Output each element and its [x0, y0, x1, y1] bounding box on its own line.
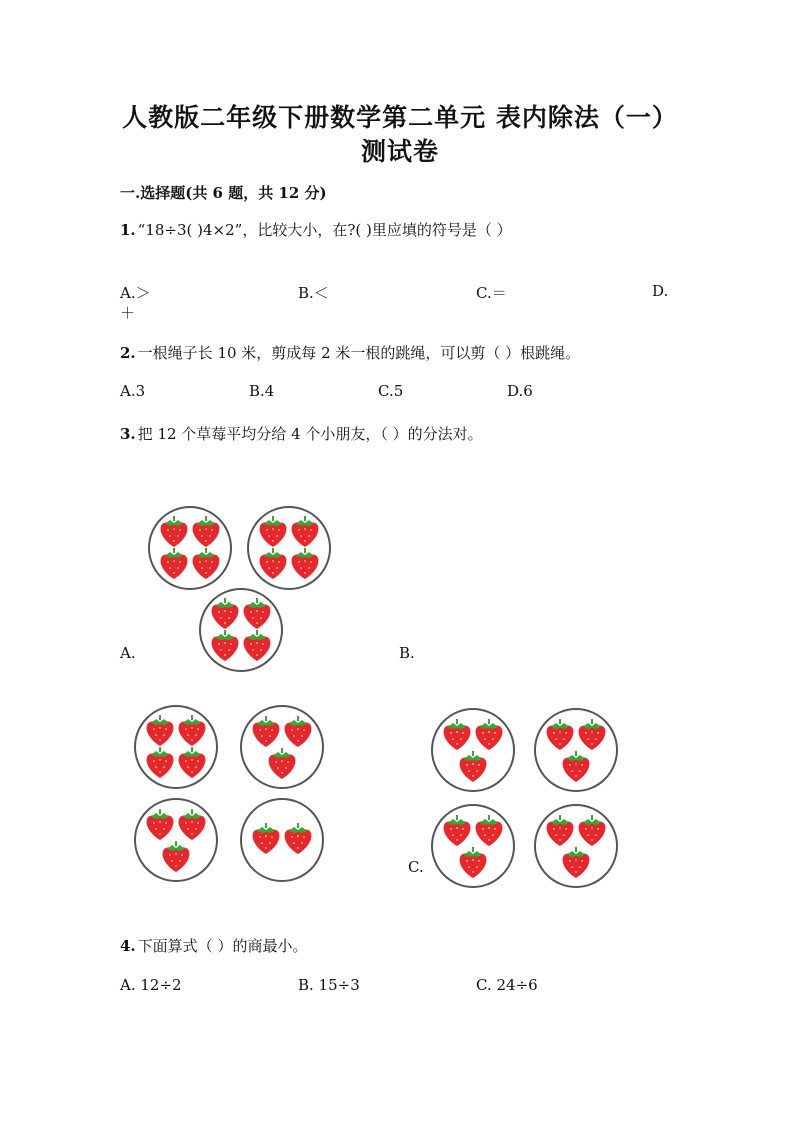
plate [535, 805, 617, 887]
section-heading: 一.选择题(共 6 题，共 12 分) [120, 184, 327, 202]
option-b[interactable]: B. [399, 644, 415, 662]
plate [248, 507, 330, 589]
option-c[interactable]: C. [408, 858, 424, 876]
plate [149, 507, 231, 589]
option-b[interactable]: B.＜ [298, 284, 329, 302]
option-c-picture [425, 704, 645, 894]
question-number: 3. [120, 425, 136, 443]
plate [241, 799, 323, 881]
plate [432, 709, 514, 791]
option-a[interactable]: A.3 [120, 382, 146, 400]
page-title: 人教版二年级下册数学第二单元 表内除法（一） [122, 103, 678, 132]
option-b[interactable]: B.4 [249, 382, 275, 400]
option-c[interactable]: C. 24÷6 [476, 976, 538, 994]
question-2 [120, 342, 580, 363]
option-b[interactable]: B. 15÷3 [298, 976, 360, 994]
option-b-picture [125, 700, 345, 890]
option-a-picture [130, 500, 350, 680]
question-1 [120, 219, 512, 240]
option-a[interactable]: A. [120, 644, 136, 662]
option-a[interactable]: A. 12÷2 [120, 976, 182, 994]
question-text: 下面算式（ ）的商最小。 [137, 937, 308, 955]
question-number: 2. [120, 344, 136, 362]
plate [135, 706, 217, 788]
question-text: 把 12 个草莓平均分给 4 个小朋友，（ ）的分法对。 [137, 425, 483, 443]
page-subtitle: 测试卷 [360, 137, 439, 166]
option-c[interactable]: C.5 [378, 382, 404, 400]
option-d[interactable]: D. [652, 282, 669, 300]
question-number: 1. [120, 221, 136, 239]
question-3 [120, 423, 483, 444]
plate [535, 709, 617, 791]
plate [432, 805, 514, 887]
question-text: “18÷3( )4×2”，比较大小，在?( )里应填的符号是（ ） [137, 221, 512, 239]
plate [200, 589, 282, 671]
option-a[interactable]: A.＞ [120, 284, 151, 302]
question-text: 一根绳子长 10 米，剪成每 2 米一根的跳绳，可以剪（ ）根跳绳。 [137, 344, 581, 362]
plate [135, 799, 217, 881]
option-c[interactable]: C.＝ [476, 284, 507, 302]
option-d-value: ＋ [120, 304, 136, 322]
question-number: 4. [120, 937, 136, 955]
question-4 [120, 935, 307, 956]
plate [241, 706, 323, 788]
option-d[interactable]: D.6 [507, 382, 533, 400]
